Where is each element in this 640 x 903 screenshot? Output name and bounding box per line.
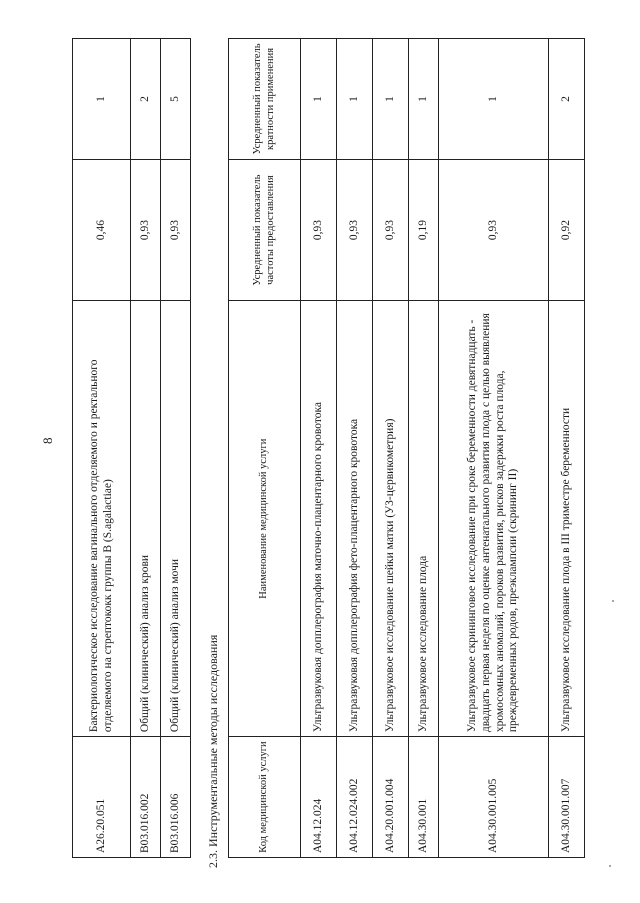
table-row [549,39,585,858]
header-name: Наименование медицинской услуги [229,301,301,737]
table-row [337,39,373,858]
service-code: B03.016.002 [131,737,161,858]
service-code: A04.20.001.004 [373,737,409,858]
lab-tests-table [72,38,191,858]
service-name: Ультразвуковая допплерография фето-плацентарного кровотока [337,301,373,737]
service-name: Ультразвуковая допплерография маточно-плацентарного кровотока [301,301,337,737]
scan-speck [612,600,614,602]
service-name: Ультразвуковое исследование плода [409,301,439,737]
service-code: A04.30.001.007 [549,737,585,858]
frequency-value: 0,93 [301,159,337,300]
service-code: A04.12.024.002 [337,737,373,858]
table-row [131,39,161,858]
table-row [409,39,439,858]
frequency-value: 0,93 [439,159,549,300]
service-code: A04.30.001.005 [439,737,549,858]
multiplicity-value: 5 [161,39,191,160]
header-frequency: Усредненный показатель частоты предоставления [229,159,301,300]
multiplicity-value: 2 [131,39,161,160]
frequency-value: 0,93 [373,159,409,300]
multiplicity-value: 1 [373,39,409,160]
multiplicity-value: 1 [439,39,549,160]
service-name: Общий (клинический) анализ мочи [161,301,191,737]
scan-speck [609,865,611,867]
service-code: A04.30.001 [409,737,439,858]
multiplicity-value: 1 [73,39,131,160]
service-name: Ультразвуковое исследование шейки матки (УЗ-цервикометрия) [373,301,409,737]
table-row [161,39,191,858]
table-row [73,39,131,858]
header-multiplicity: Усредненный показатель кратности применения [229,39,301,160]
multiplicity-value: 1 [409,39,439,160]
service-name: Ультразвуковое скрининговое исследование при сроке беременности девятнадцать - двадцать первая неделя по оценке антенатального развития плода с целью выявления хромосомных аномалий, пороков развития, рисков задержки роста плода, преждевременных родов, преэклампсии (скрининг II) [439,301,549,737]
table-row [301,39,337,858]
header-code: Код медицинской услуги [229,737,301,858]
frequency-value: 0,19 [409,159,439,300]
service-name: Ультразвуковое исследование плода в III триместре беременности [549,301,585,737]
frequency-value: 0,93 [131,159,161,300]
section-caption: 2.3. Инструментальные методы исследования [206,634,220,868]
service-code: B03.016.006 [161,737,191,858]
multiplicity-value: 1 [301,39,337,160]
page-number: 8 [40,437,55,444]
frequency-value: 0,93 [337,159,373,300]
instrumental-methods-table [228,38,585,858]
frequency-value: 0,92 [549,159,585,300]
service-code: A26.20.051 [73,737,131,858]
table-header-row [229,39,301,858]
service-name: Общий (клинический) анализ крови [131,301,161,737]
table-row [439,39,549,858]
service-code: A04.12.024 [301,737,337,858]
frequency-value: 0,93 [161,159,191,300]
service-name: Бактериологическое исследование вагинального отделяемого и ректального отделяемого на стрептококк группы В (S.agalactiae) [73,301,131,737]
multiplicity-value: 2 [549,39,585,160]
table-row [373,39,409,858]
frequency-value: 0,46 [73,159,131,300]
multiplicity-value: 1 [337,39,373,160]
